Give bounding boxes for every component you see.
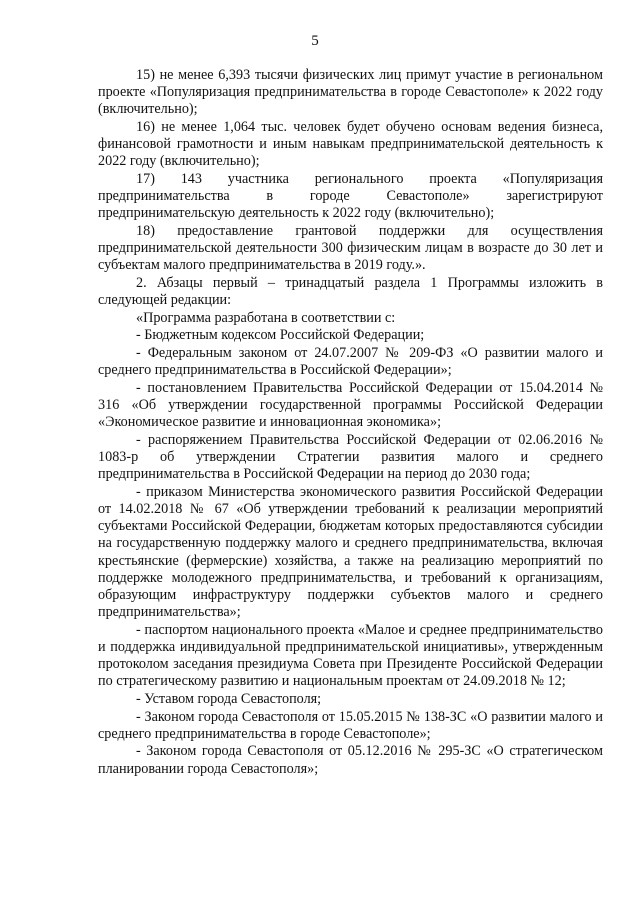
list-item-federal-law-209: - Федеральным законом от 24.07.2007 № 209-ФЗ «О развитии малого и среднего предпринимательства в Российской Федерации»;: [98, 344, 603, 379]
paragraph-item-16: 16) не менее 1,064 тыс. человек будет обучено основам ведения бизнеса, финансовой грамотности и иным навыкам предпринимательской деятельность к 2022 году (включительно);: [98, 119, 603, 170]
list-item-ministry-order-67: - приказом Министерства экономического развития Российской Федерации от 14.02.2018 № 67 «Об утверждении требований к реализации мероприятий субъектами Российской Федерации, бюджетам которых предоставляются субсидии на государственную поддержку малого и среднего предпринимательства, включая крестьянские (фермерские) хозяйства, а также на реализацию мероприятий по поддержке молодежного предпринимательства, и требований к организациям, образующим инфраструктуру поддержки субъектов малого и среднего предпринимательства»;: [98, 483, 603, 621]
paragraph-item-15: 15) не менее 6,393 тысячи физических лиц примут участие в региональном проекте «Популяризация предпринимательства в городе Севастополе» к 2022 году (включительно);: [98, 67, 603, 118]
paragraph-item-17: 17) 143 участника регионального проекта «Популяризация предпринимательства в городе Севастополе» зарегистрируют предпринимательскую деятельность к 2022 году (включительно);: [98, 171, 603, 222]
list-item-city-law-138: - Законом города Севастополя от 15.05.2015 № 138-ЗС «О развитии малого и среднего предпринимательства в городе Севастополе»;: [98, 708, 603, 742]
list-item-budget-code: - Бюджетным кодексом Российской Федерации;: [136, 327, 425, 344]
paragraph-section-2-instruction: 2. Абзацы первый – тринадцатый раздела 1 Программы изложить в следующей редакции:: [98, 275, 603, 309]
list-item-government-decree-316: - постановлением Правительства Российской Федерации от 15.04.2014 № 316 «Об утверждении государственной программы Российской Федерации «Экономическое развитие и инновационная экономика»;: [98, 379, 603, 431]
list-item-government-order-1083: - распоряжением Правительства Российской Федерации от 02.06.2016 № 1083-р об утверждении Стратегии развития малого и среднего предпринимательства в Российской Федерации на период до 2030 года;: [98, 431, 603, 483]
list-item-national-project-passport: - паспортом национального проекта «Малое и среднее предпринимательство и поддержка индивидуальной предпринимательской инициативы», утвержденным протоколом заседания президиума Совета при Президенте Российской Федерации по стратегическому развитию и национальным проектам от 24.09.2018 № 12;: [98, 621, 603, 690]
list-item-city-charter: - Уставом города Севастополя;: [136, 691, 322, 707]
document-body: [98, 67, 603, 778]
paragraph-item-18: 18) предоставление грантовой поддержки для осуществления предпринимательской деятельности 300 физическим лицам в возрасте до 30 лет и субъектам малого предпринимательства в 2019 году.».: [98, 223, 603, 274]
list-item-city-law-295: - Законом города Севастополя от 05.12.2016 № 295-ЗС «О стратегическом планировании города Севастополя»;: [98, 743, 603, 777]
paragraph-program-intro: «Программа разработана в соответствии с:: [136, 309, 396, 326]
page-number: 5: [311, 33, 319, 49]
